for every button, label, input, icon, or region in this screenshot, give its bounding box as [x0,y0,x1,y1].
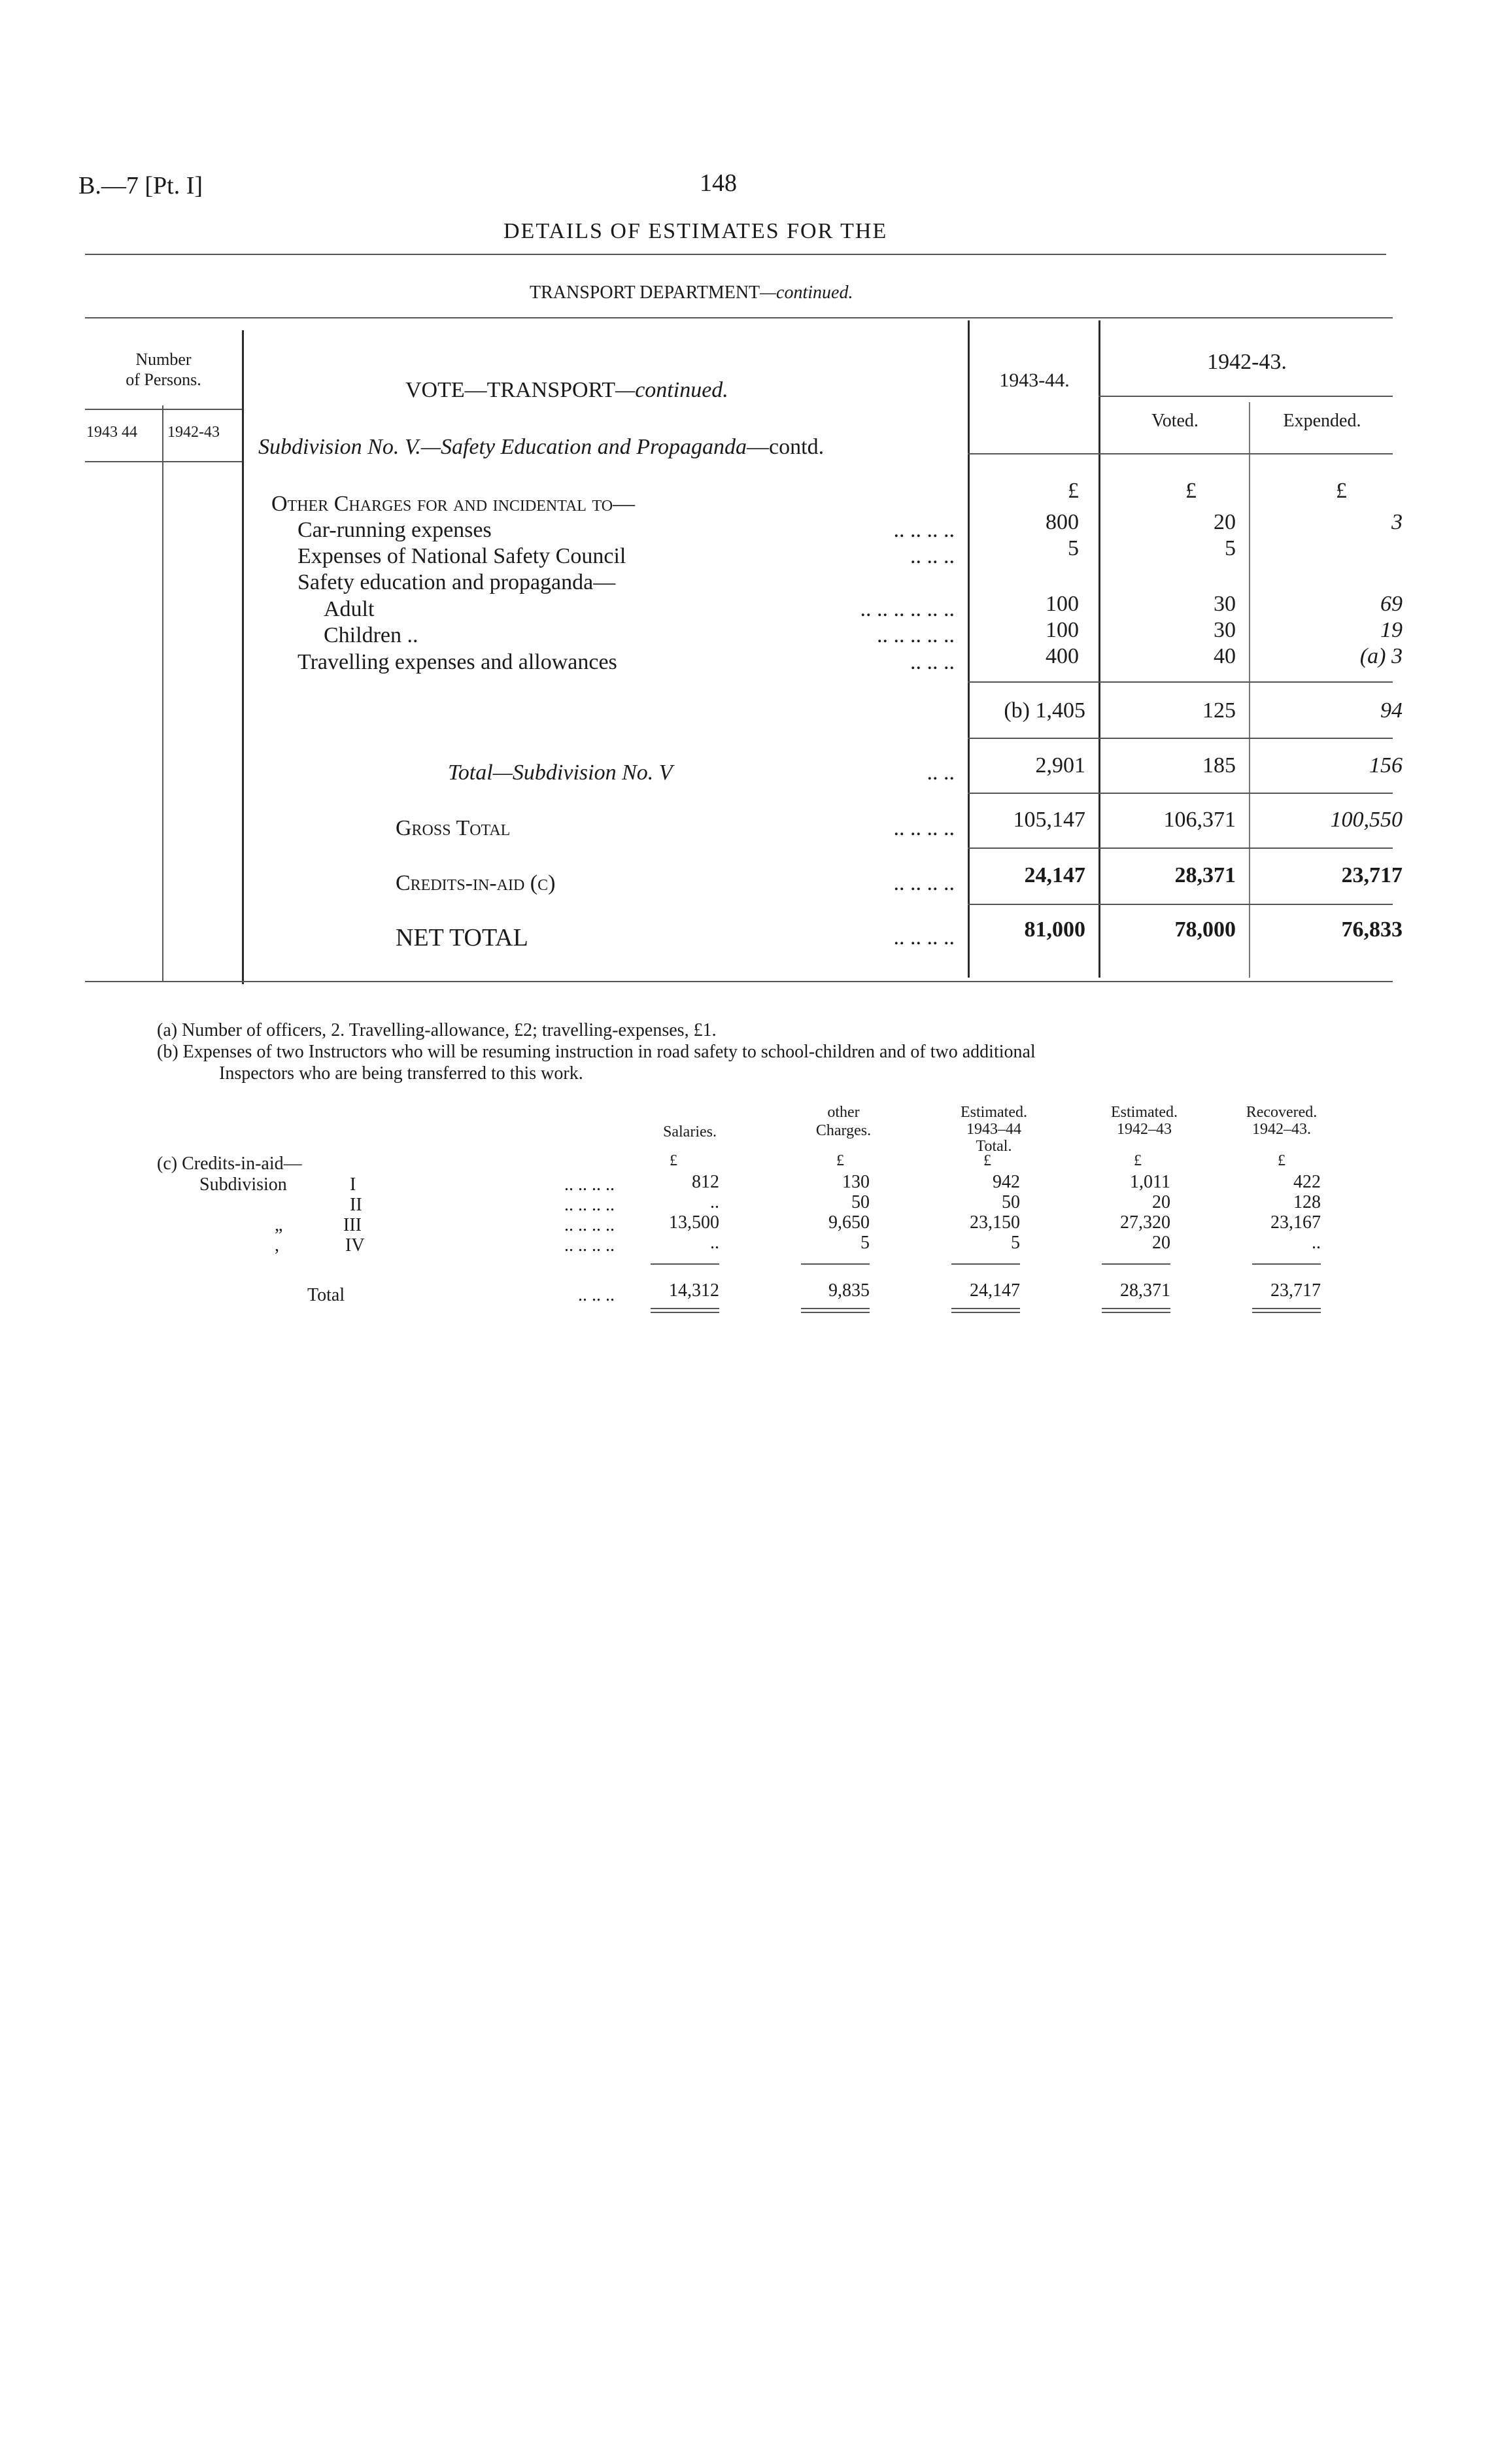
section-heading: Other Charges for and incidental to— [271,492,636,516]
row-estimate: 400 [1046,644,1079,668]
row-label: Expenses of National Safety Council [298,544,626,568]
row-expended: 19 [1380,618,1403,642]
subtotal-rule-top [968,681,1393,683]
department-name: TRANSPORT DEPARTMENT [530,282,760,303]
credits-double-rule [651,1312,719,1313]
credits-in-aid-dots: .. .. .. .. [893,871,955,895]
department-continued: —continued. [760,282,853,303]
persons-header-line1: Number [135,350,192,369]
credits-total-est42: 28,371 [1120,1280,1170,1301]
col-header-voted: Voted. [1151,411,1199,431]
currency-1943: £ [1068,479,1079,503]
total-subdivision-label: Total—Subdivision No. V [448,761,673,785]
page-number: 148 [700,169,737,197]
credits-double-rule [1252,1308,1321,1309]
net-total-voted: 78,000 [1174,917,1236,942]
credits-row-est42: 27,320 [1120,1212,1170,1233]
credits-header-other-1: other [827,1104,860,1121]
persons-header-line2: of Persons. [126,370,201,389]
credits-row-num: I [350,1174,356,1195]
credits-total-other: 9,835 [828,1280,870,1301]
row-voted: 5 [1225,536,1236,560]
credits-total-salaries: 14,312 [669,1280,719,1301]
credits-total-label: Total [307,1285,345,1305]
credits-header-rec-2: 1942–43. [1252,1121,1311,1138]
subdivision-heading [258,435,824,460]
title-rule [85,254,1386,255]
footnote-b-line1: (b) Expenses of two Instructors who will be resuming instruction in road safety to school-children and of two additional [157,1042,1036,1062]
credits-row-salaries: .. [710,1233,719,1253]
credits-in-aid-estimate: 24,147 [1024,863,1085,887]
credits-total-est: 24,147 [970,1280,1020,1301]
credits-double-rule [951,1308,1020,1309]
credits-row-est: 5 [1011,1233,1020,1253]
persons-header-rule-2 [85,461,242,462]
row-label: Safety education and propaganda— [298,570,616,594]
credits-row-num: III [343,1215,362,1235]
credits-double-rule [801,1308,870,1309]
row-voted: 30 [1214,592,1236,616]
credits-row-dots: .. .. .. .. [564,1174,615,1195]
credits-row-est42: 1,011 [1130,1172,1170,1192]
credits-row-prefix: , [275,1235,279,1256]
table-bottom-rule [85,981,1393,982]
row-estimate: 100 [1046,592,1079,616]
credits-row-other: 50 [851,1192,870,1212]
credits-header-salaries: Salaries. [663,1123,717,1140]
credits-in-aid-expended: 23,717 [1341,863,1403,887]
vote-title [405,378,728,403]
credits-row-prefix: „ [275,1215,283,1235]
credits-row-est42: 20 [1152,1192,1170,1212]
subtitle-rule [85,317,1393,318]
credits-row-salaries: 13,500 [669,1212,719,1233]
credits-row-est: 942 [993,1172,1020,1192]
credits-header-est-3: Total. [976,1138,1012,1155]
row-voted: 20 [1214,510,1236,534]
credits-currency-other: £ [836,1152,844,1169]
credits-label: (c) Credits-in-aid— [157,1154,302,1174]
total-subdivision-estimate: 2,901 [1035,753,1085,778]
credits-row-dots: .. .. .. .. [564,1235,615,1256]
credits-double-rule [801,1312,870,1313]
footnote-b-line2: Inspectors who are being transferred to this work. [219,1063,583,1084]
gross-total-label: Gross Total [396,816,511,840]
credits-header-est42-2: 1942–43 [1117,1121,1172,1138]
row-label: Adult [324,597,375,621]
total-subdivision-voted: 185 [1202,753,1236,778]
credits-row-est: 50 [1002,1192,1020,1212]
credits-row-dots: .. .. .. .. [564,1215,615,1235]
page-reference: B.—7 [Pt. I] [78,172,203,199]
net-total-expended: 76,833 [1341,917,1403,942]
persons-header-rule-1 [85,409,242,410]
credits-header-est42-1: Estimated. [1111,1104,1178,1121]
credits-rule [968,904,1393,905]
credits-header-rec-1: Recovered. [1246,1104,1318,1121]
credits-row-rec: 422 [1293,1172,1321,1192]
credits-rule-est42 [1102,1263,1170,1265]
credits-row-other: 9,650 [828,1212,870,1233]
credits-currency-est: £ [983,1152,991,1169]
row-voted: 30 [1214,618,1236,642]
currency-expended: £ [1336,479,1347,503]
persons-year-divider [162,405,163,981]
credits-currency-salaries: £ [670,1152,677,1169]
row-expended: 3 [1391,510,1403,534]
credits-double-rule [951,1312,1020,1313]
credits-row-other: 5 [860,1233,870,1253]
row-dots: .. .. .. [910,544,955,568]
subtotal-voted: 125 [1202,698,1236,723]
subdivision-contd: —contd. [747,435,825,459]
estimate-divider [968,320,970,978]
subtotal-rule-bottom [968,738,1393,739]
credits-row-num: IV [345,1235,365,1256]
row-expended: (a) 3 [1359,644,1403,668]
footnote-a: (a) Number of officers, 2. Travelling-allowance, £2; travelling-expenses, £1. [157,1020,717,1040]
credits-currency-est42: £ [1134,1152,1142,1169]
credits-header-est-2: 1943–44 [966,1121,1021,1138]
credits-currency-rec: £ [1278,1152,1285,1169]
year-divider [1098,320,1100,978]
credits-header-est-1: Estimated. [961,1104,1027,1121]
total-rule [968,793,1393,794]
credits-in-aid-label: Credits-in-aid (c) [396,871,556,895]
row-estimate: 800 [1046,510,1079,534]
credits-rule-rec [1252,1263,1321,1265]
row-estimate: 100 [1046,618,1079,642]
credits-rule-other [801,1263,870,1265]
net-total-estimate: 81,000 [1024,917,1085,942]
persons-year-1942: 1942-43 [167,424,220,441]
credits-row-num: II [350,1195,362,1215]
credits-double-rule [1252,1312,1321,1313]
gross-rule [968,847,1393,849]
currency-voted: £ [1185,479,1197,503]
credits-row-salaries: .. [710,1192,719,1212]
row-dots: .. .. .. .. [893,518,955,542]
row-expended: 69 [1380,592,1403,616]
credits-row-est42: 20 [1152,1233,1170,1253]
credits-in-aid-voted: 28,371 [1174,863,1236,887]
persons-year-1943: 1943 44 [86,424,137,441]
net-total-dots: .. .. .. .. [893,925,955,950]
persons-divider [242,330,244,984]
row-dots: .. .. .. .. .. .. [860,597,955,621]
credits-header-other-2: Charges. [815,1122,872,1139]
credits-row-rec: 128 [1293,1192,1321,1212]
col-header-1943: 1943-44. [999,369,1070,391]
row-label: Children .. [324,623,418,647]
row-label: Travelling expenses and allowances [298,650,617,674]
gross-total-expended: 100,550 [1330,808,1403,832]
net-total-label: NET TOTAL [396,924,528,951]
credits-double-rule [1102,1312,1170,1313]
row-label: Car-running expenses [298,518,492,542]
voted-expended-divider [1249,402,1250,978]
credits-total-dots: .. .. .. [578,1285,615,1305]
credits-row-rec: 23,167 [1270,1212,1321,1233]
subtotal-estimate: (b) 1,405 [1004,698,1085,723]
gross-total-estimate: 105,147 [1013,808,1085,832]
page-title: DETAILS OF ESTIMATES FOR THE [503,219,888,243]
col-header-1942: 1942-43. [1207,350,1287,374]
credits-double-rule [651,1308,719,1309]
row-dots: .. .. .. .. .. [877,623,955,647]
subdivision-title: Subdivision No. V.—Safety Education and Propaganda [258,435,747,459]
total-subdivision-dots: .. .. [927,761,955,785]
department-subtitle [530,282,853,303]
subtotal-expended: 94 [1380,698,1403,723]
credits-row-prefix: Subdivision [199,1174,287,1195]
credits-row-other: 130 [842,1172,870,1192]
row-voted: 40 [1214,644,1236,668]
gross-total-voted: 106,371 [1163,808,1236,832]
credits-row-est: 23,150 [970,1212,1020,1233]
vote-title-continued: —continued. [615,378,728,402]
total-subdivision-expended: 156 [1369,753,1403,778]
credits-rule-est [951,1263,1020,1265]
credits-row-salaries: 812 [692,1172,719,1192]
year-header-rule [1098,396,1393,397]
credits-total-rec: 23,717 [1270,1280,1321,1301]
row-dots: .. .. .. [910,650,955,674]
credits-row-rec: .. [1312,1233,1321,1253]
gross-total-dots: .. .. .. .. [893,816,955,840]
credits-rule-salaries [651,1263,719,1265]
row-estimate: 5 [1068,536,1079,560]
vote-title-text: VOTE—TRANSPORT [405,378,615,402]
credits-row-dots: .. .. .. .. [564,1195,615,1215]
col-header-expended: Expended. [1283,411,1361,431]
money-header-rule [968,453,1393,454]
credits-double-rule [1102,1308,1170,1309]
